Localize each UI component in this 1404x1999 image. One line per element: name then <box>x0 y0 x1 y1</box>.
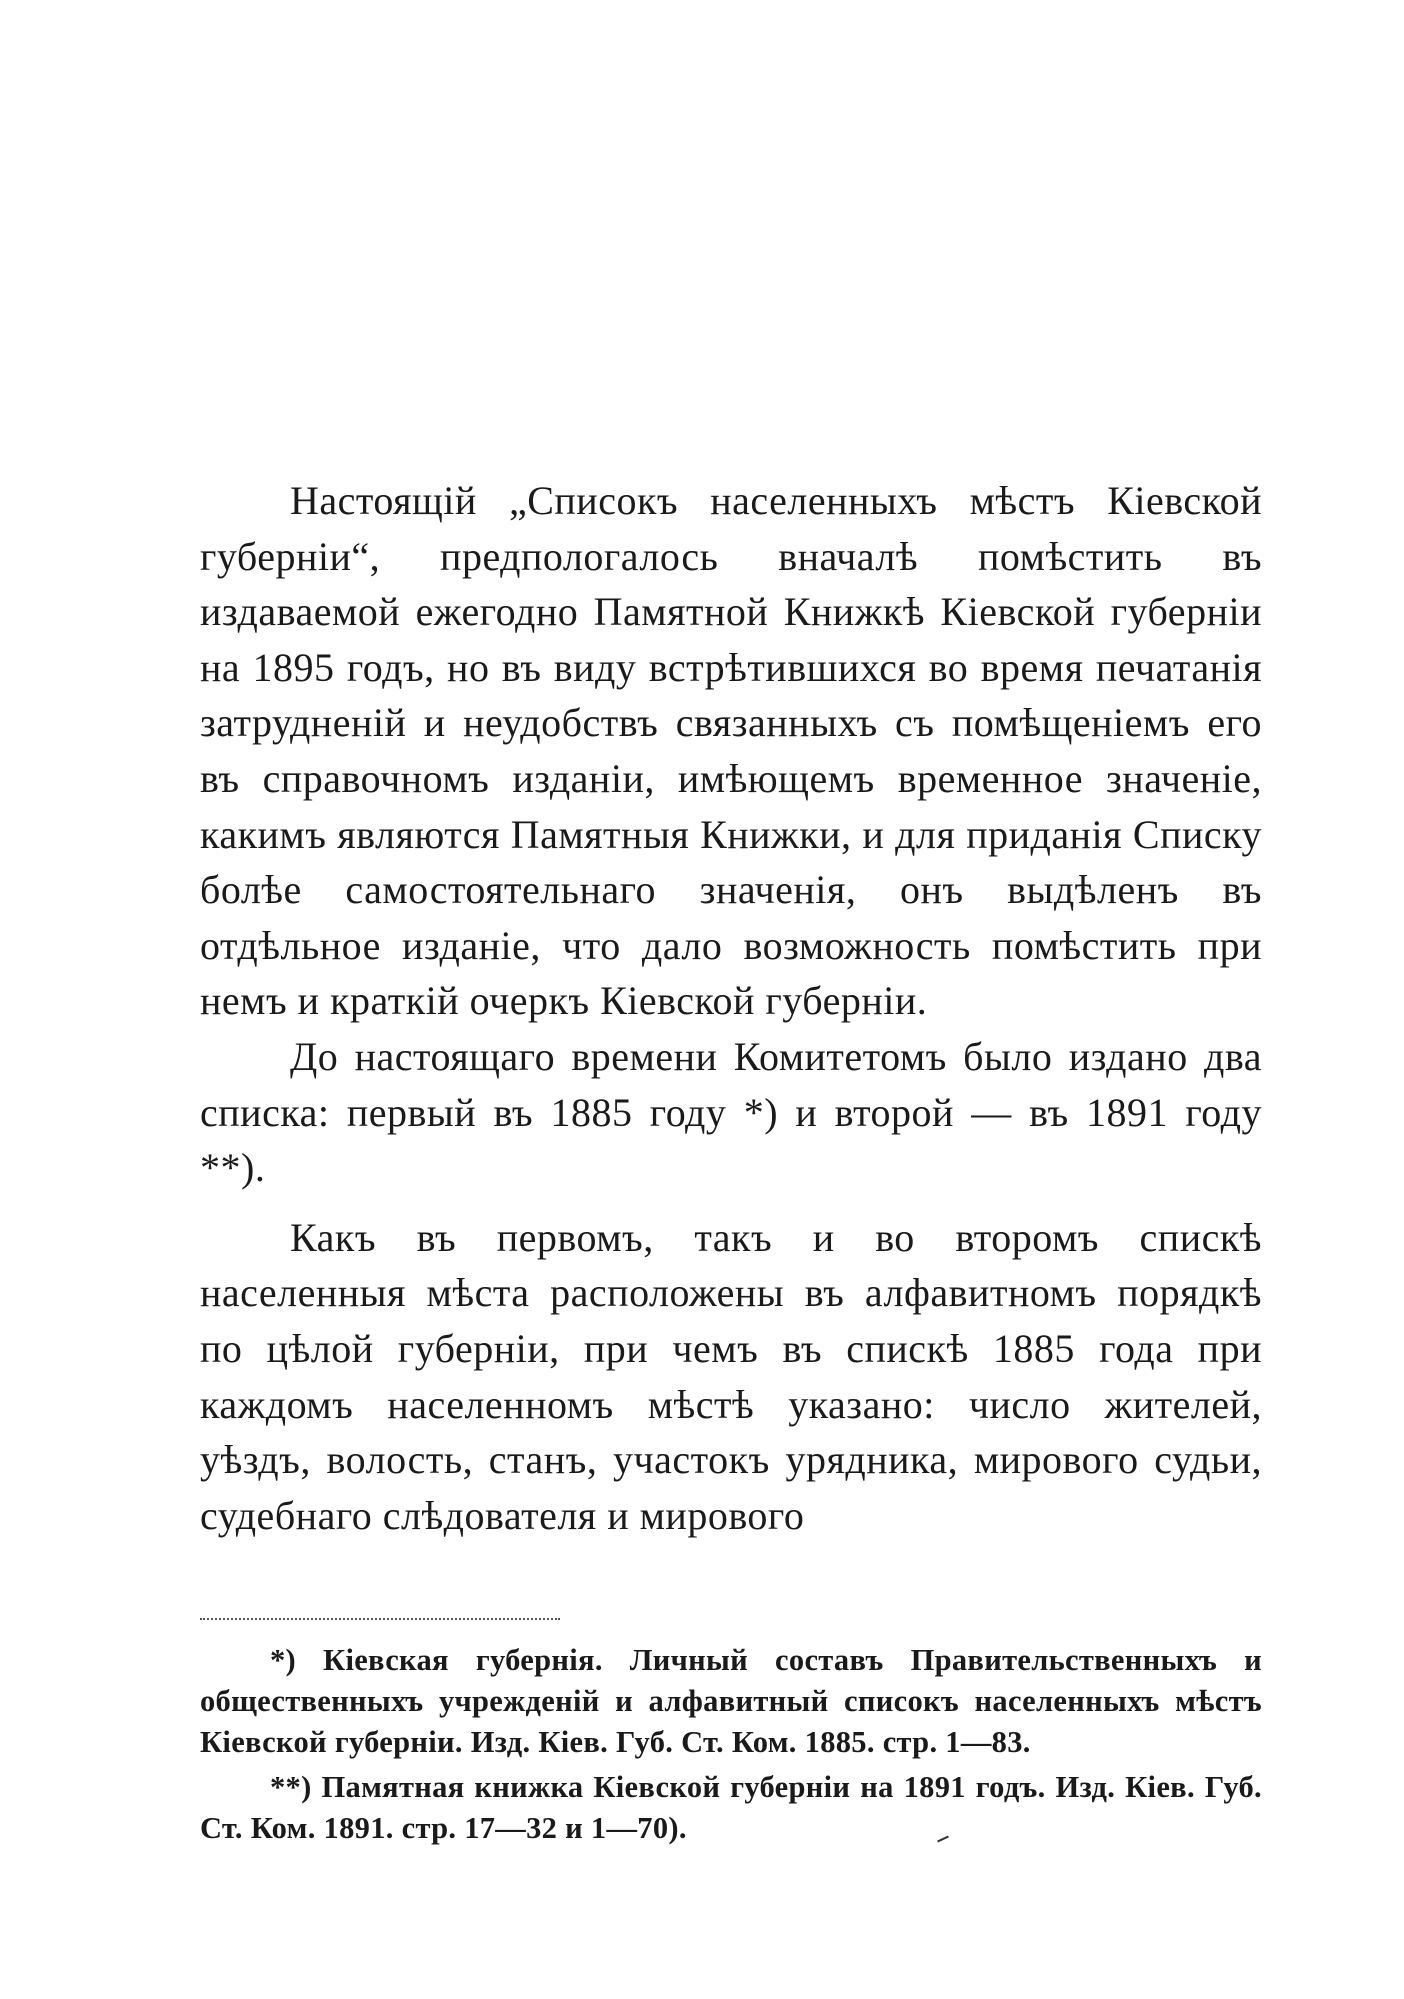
footnote-divider <box>200 1618 560 1620</box>
footnote-2: **) Памятная книжка Кіевской губерніи на 1891 годъ. Изд. Кіев. Губ. Ст. Ком. 1891. стр. 17—32 и 1—70). <box>200 1770 1262 1845</box>
main-text-block <box>200 473 1262 1543</box>
footnote-1: *) Кіевская губернія. Личный составъ Правительственныхъ и общественныхъ учрежденій и алфавитный списокъ населенныхъ мѣстъ Кіевской губерніи. Изд. Кіев. Губ. Ст. Ком. 1885. стр. 1—83. <box>200 1643 1262 1759</box>
paragraph-previous-lists: До настоящаго времени Комитетомъ было издано два списка: первый въ 1885 году *) и второй — въ 1891 году **). <box>200 1033 1262 1191</box>
footnotes-block <box>200 1640 1262 1853</box>
paragraph-list-structure: Какъ въ первомъ, такъ и во второмъ спискѣ населенныя мѣста расположены въ алфавитномъ порядкѣ по цѣлой губерніи, при чемъ въ спискѣ 1885 года при каждомъ населенномъ мѣстѣ указано: число жителей, уѣздъ, волость, станъ, участокъ урядника, мирового судьи, судебнаго слѣдователя и мирового <box>200 1214 1262 1538</box>
paragraph-intro: Настоящій „Списокъ населенныхъ мѣстъ Кіевской губерніи“, предпологалось вначалѣ помѣстить въ издаваемой ежегодно Памятной Книжкѣ Кіевской губерніи на 1895 годъ, но въ виду встрѣтившихся во время печатанія затрудненій и неудобствъ связанныхъ съ помѣщеніемъ его въ справочномъ изданіи, имѣющемъ временное значеніе, какимъ являются Памятныя Книжки, и для приданія Списку болѣе самостоятельнаго значенія, онъ выдѣленъ въ отдѣльное изданіе, что дало возможность помѣстить при немъ и краткій очеркъ Кіевской губерніи. <box>200 478 1262 1024</box>
